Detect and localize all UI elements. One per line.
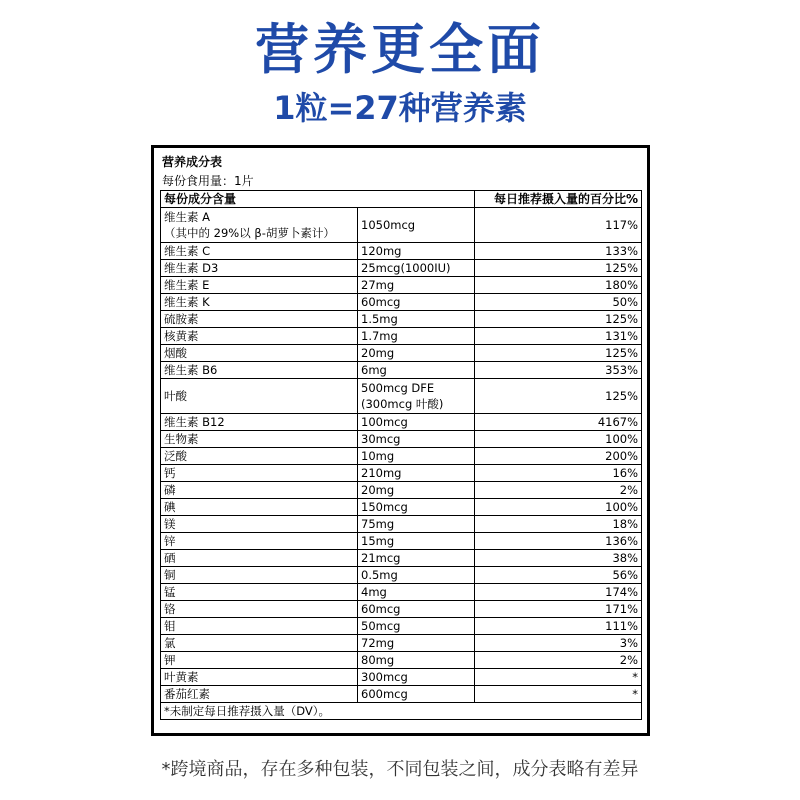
nutrient-amount: 1.7mg bbox=[358, 328, 475, 345]
nutrient-amount: 20mg bbox=[358, 345, 475, 362]
table-row bbox=[161, 686, 642, 703]
table-header-row bbox=[161, 191, 642, 208]
nutrient-name: 生物素 bbox=[161, 431, 358, 448]
nutrient-name: 维生素 C bbox=[161, 243, 358, 260]
nutrient-daily-value: 100% bbox=[475, 431, 642, 448]
nutrient-daily-value: 50% bbox=[475, 294, 642, 311]
table-row bbox=[161, 208, 642, 243]
nutrient-daily-value: 18% bbox=[475, 516, 642, 533]
nutrient-name: 碘 bbox=[161, 499, 358, 516]
nutrient-daily-value: 174% bbox=[475, 584, 642, 601]
nutrition-facts-panel bbox=[151, 145, 650, 736]
nutrient-amount: 50mcg bbox=[358, 618, 475, 635]
nutrient-name: 维生素 A （其中的 29%以 β-胡萝卜素计） bbox=[161, 208, 358, 243]
nutrient-name: 锰 bbox=[161, 584, 358, 601]
table-row bbox=[161, 618, 642, 635]
table-row bbox=[161, 243, 642, 260]
nutrient-daily-value: * bbox=[475, 669, 642, 686]
nutrient-amount: 25mcg(1000IU) bbox=[358, 260, 475, 277]
nutrient-name: 维生素 D3 bbox=[161, 260, 358, 277]
nutrient-amount: 20mg bbox=[358, 482, 475, 499]
nutrient-daily-value: 3% bbox=[475, 635, 642, 652]
nutrient-daily-value: 125% bbox=[475, 311, 642, 328]
nutrient-name: 氯 bbox=[161, 635, 358, 652]
header-daily-value: 每日推荐摄入量的百分比% bbox=[475, 191, 642, 208]
nutrient-amount: 60mcg bbox=[358, 601, 475, 618]
page-subtitle: 1粒=27种营养素 bbox=[273, 89, 527, 127]
nutrient-daily-value: 125% bbox=[475, 379, 642, 414]
nutrient-name: 维生素 K bbox=[161, 294, 358, 311]
nutrient-amount: 500mcg DFE (300mcg 叶酸) bbox=[358, 379, 475, 414]
table-row bbox=[161, 260, 642, 277]
nutrient-daily-value: 2% bbox=[475, 652, 642, 669]
table-row bbox=[161, 584, 642, 601]
table-row bbox=[161, 635, 642, 652]
nutrient-name: 锌 bbox=[161, 533, 358, 550]
footnote: *未制定每日推荐摄入量（DV）。 bbox=[161, 703, 642, 720]
nutrient-daily-value: 131% bbox=[475, 328, 642, 345]
table-row bbox=[161, 567, 642, 584]
nutrient-daily-value: 125% bbox=[475, 345, 642, 362]
table-row bbox=[161, 294, 642, 311]
table-row bbox=[161, 448, 642, 465]
nutrient-daily-value: * bbox=[475, 686, 642, 703]
page-title: 营养更全面 bbox=[255, 18, 545, 81]
nutrient-amount: 75mg bbox=[358, 516, 475, 533]
nutrient-name: 叶酸 bbox=[161, 379, 358, 414]
nutrient-name: 镁 bbox=[161, 516, 358, 533]
nutrient-amount: 30mcg bbox=[358, 431, 475, 448]
table-row bbox=[161, 601, 642, 618]
nutrient-amount: 10mg bbox=[358, 448, 475, 465]
nutrient-daily-value: 100% bbox=[475, 499, 642, 516]
nutrient-name: 烟酸 bbox=[161, 345, 358, 362]
nutrient-name: 硒 bbox=[161, 550, 358, 567]
nutrient-name: 钙 bbox=[161, 465, 358, 482]
nutrient-daily-value: 4167% bbox=[475, 414, 642, 431]
nutrient-amount: 1050mcg bbox=[358, 208, 475, 243]
table-row bbox=[161, 362, 642, 379]
nutrient-daily-value: 16% bbox=[475, 465, 642, 482]
nutrition-table-wrap bbox=[160, 153, 641, 720]
nutrient-name: 叶黄素 bbox=[161, 669, 358, 686]
nutrient-name: 硫胺素 bbox=[161, 311, 358, 328]
table-row bbox=[161, 499, 642, 516]
nutrient-daily-value: 111% bbox=[475, 618, 642, 635]
table-row bbox=[161, 328, 642, 345]
nutrient-name: 铜 bbox=[161, 567, 358, 584]
nutrient-amount: 72mg bbox=[358, 635, 475, 652]
nutrient-amount: 100mcg bbox=[358, 414, 475, 431]
nutrient-amount: 27mg bbox=[358, 277, 475, 294]
table-row bbox=[161, 516, 642, 533]
table-row bbox=[161, 345, 642, 362]
nutrient-amount: 210mg bbox=[358, 465, 475, 482]
table-row bbox=[161, 482, 642, 499]
footnote-row bbox=[161, 703, 642, 720]
nutrient-amount: 0.5mg bbox=[358, 567, 475, 584]
nutrient-name: 番茄红素 bbox=[161, 686, 358, 703]
table-row bbox=[161, 379, 642, 414]
nutrient-daily-value: 56% bbox=[475, 567, 642, 584]
nutrient-name: 钼 bbox=[161, 618, 358, 635]
nutrient-daily-value: 136% bbox=[475, 533, 642, 550]
nutrition-rows bbox=[161, 208, 642, 703]
header-ingredient: 每份成分含量 bbox=[161, 191, 475, 208]
nutrient-daily-value: 38% bbox=[475, 550, 642, 567]
table-row bbox=[161, 431, 642, 448]
nutrient-amount: 15mg bbox=[358, 533, 475, 550]
nutrient-amount: 600mcg bbox=[358, 686, 475, 703]
nutrient-amount: 21mcg bbox=[358, 550, 475, 567]
nutrient-name: 维生素 B12 bbox=[161, 414, 358, 431]
table-row bbox=[161, 652, 642, 669]
nutrition-table bbox=[160, 190, 642, 720]
nutrient-amount: 6mg bbox=[358, 362, 475, 379]
nutrient-name: 铬 bbox=[161, 601, 358, 618]
nutrient-name: 核黄素 bbox=[161, 328, 358, 345]
nutrient-amount: 150mcg bbox=[358, 499, 475, 516]
table-row bbox=[161, 465, 642, 482]
nutrient-amount: 1.5mg bbox=[358, 311, 475, 328]
serving-size: 每份食用量：1片 bbox=[162, 174, 254, 188]
packaging-note: *跨境商品，存在多种包装，不同包装之间，成分表略有差异 bbox=[161, 759, 639, 780]
nutrient-name: 维生素 E bbox=[161, 277, 358, 294]
table-row bbox=[161, 669, 642, 686]
table-row bbox=[161, 277, 642, 294]
nutrient-amount: 80mg bbox=[358, 652, 475, 669]
table-row bbox=[161, 533, 642, 550]
nutrition-table-title: 营养成分表 bbox=[162, 155, 223, 169]
nutrient-name: 维生素 B6 bbox=[161, 362, 358, 379]
nutrient-amount: 120mg bbox=[358, 243, 475, 260]
nutrient-daily-value: 2% bbox=[475, 482, 642, 499]
nutrient-daily-value: 133% bbox=[475, 243, 642, 260]
nutrient-name: 磷 bbox=[161, 482, 358, 499]
nutrient-daily-value: 117% bbox=[475, 208, 642, 243]
table-row bbox=[161, 414, 642, 431]
nutrient-daily-value: 171% bbox=[475, 601, 642, 618]
nutrient-daily-value: 353% bbox=[475, 362, 642, 379]
table-row bbox=[161, 311, 642, 328]
nutrient-name: 泛酸 bbox=[161, 448, 358, 465]
table-row bbox=[161, 550, 642, 567]
nutrient-daily-value: 125% bbox=[475, 260, 642, 277]
nutrient-daily-value: 200% bbox=[475, 448, 642, 465]
nutrient-amount: 4mg bbox=[358, 584, 475, 601]
nutrient-amount: 60mcg bbox=[358, 294, 475, 311]
nutrient-amount: 300mcg bbox=[358, 669, 475, 686]
nutrient-name: 钾 bbox=[161, 652, 358, 669]
nutrient-daily-value: 180% bbox=[475, 277, 642, 294]
